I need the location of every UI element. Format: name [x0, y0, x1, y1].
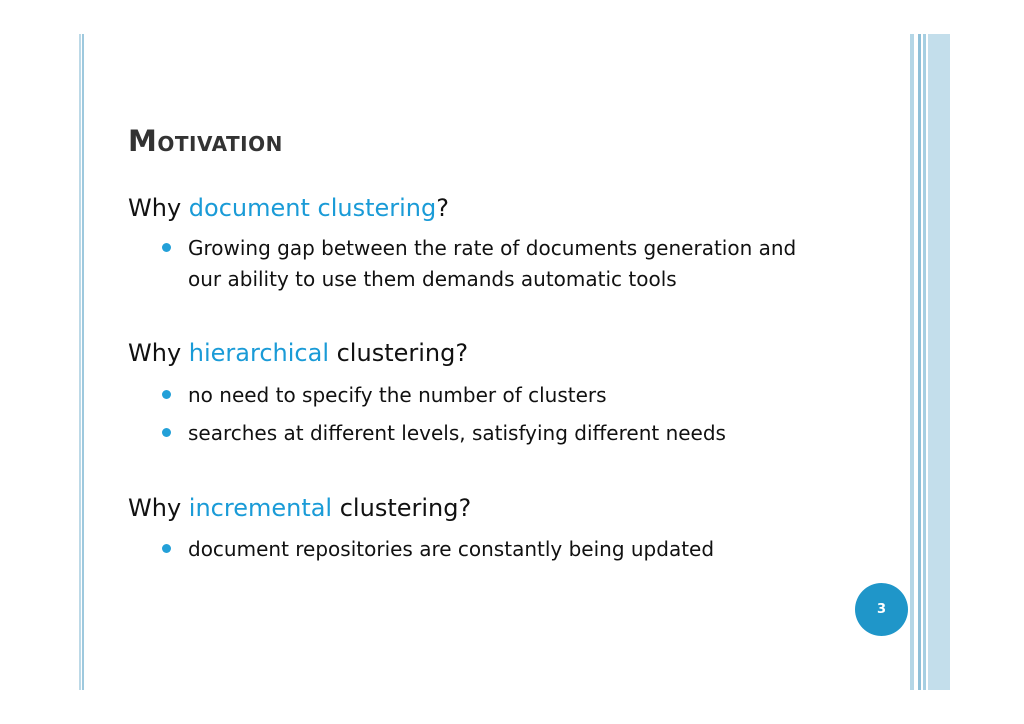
- bullet-icon: [162, 428, 171, 437]
- bullet-icon: [162, 243, 171, 252]
- left-decorative-rule: [79, 34, 85, 690]
- right-decorative-band: [910, 34, 950, 690]
- bullet-text: no need to specify the number of clusters: [188, 383, 607, 407]
- bullet-icon: [162, 390, 171, 399]
- page-number-badge: 3: [855, 583, 908, 636]
- question-prefix: Why: [128, 339, 189, 367]
- bullet-icon: [162, 544, 171, 553]
- question-incremental-clustering: [128, 494, 471, 522]
- bullet-text: document repositories are constantly being updated: [188, 537, 715, 561]
- question-hierarchical-clustering: [128, 339, 468, 367]
- question-suffix: ?: [436, 194, 449, 222]
- question-highlight: hierarchical: [188, 339, 329, 367]
- question-prefix: Why: [128, 194, 189, 222]
- bullet-text: Growing gap between the rate of documents generation and: [188, 236, 797, 260]
- bullet-text: searches at different levels, satisfying different needs: [188, 421, 726, 445]
- question-highlight: incremental: [188, 494, 333, 522]
- question-document-clustering: [128, 194, 449, 222]
- question-suffix: clustering?: [332, 494, 472, 522]
- question-suffix: clustering?: [328, 339, 469, 367]
- slide-title: Motivation: [128, 124, 283, 158]
- bullet-text: our ability to use them demands automatic tools: [188, 267, 677, 291]
- question-highlight: document clustering: [188, 194, 437, 222]
- question-prefix: Why: [128, 494, 189, 522]
